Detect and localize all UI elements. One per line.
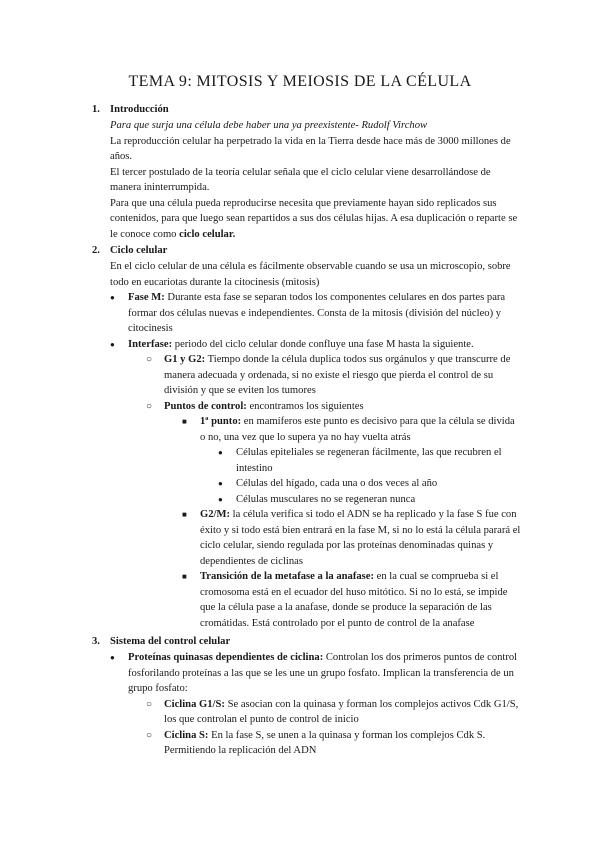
- paragraph-text: Para que una célula pueda reproducirse necesita que previamente hayan sido replicados sus contenidos, para que luego sean repartidos a sus dos células hijas. A esa duplicación o reparte se le conoce como: [110, 197, 518, 240]
- item-text: Tiempo donde la célula duplica todos sus orgánulos y que transcurre de manera adecuada y ordenada, si no existe el riesgo que pierda el control de su división y que se eviten los tumores: [164, 354, 511, 396]
- section-heading: [92, 102, 522, 118]
- item-text: encontramos los siguientes: [246, 400, 364, 412]
- item-text: Durante esta fase se separan todos los componentes celulares en dos partes para formar dos células nuevas e independientes. Consta de la mitosis (división del núcleo) y citocinesis: [128, 292, 506, 334]
- section-introduccion: [92, 102, 522, 240]
- disc-bullet-icon: ●: [218, 479, 223, 488]
- bold-term: G2/M:: [200, 509, 231, 520]
- section-body: [110, 259, 524, 290]
- list-item-primer-punto: [92, 414, 522, 445]
- item-text: Se asocian con la quinasa y forman los complejos activos Cdk G1/S, los que controlan el punto de control de inicio: [164, 698, 519, 725]
- section-ciclo-celular: [92, 243, 522, 629]
- list-control: [92, 650, 522, 759]
- square-bullet-icon: ■: [182, 510, 187, 519]
- circle-bullet-icon: ○: [146, 698, 153, 710]
- section-label: Introducción: [110, 104, 169, 115]
- item-text: Células del hígado, cada una o dos veces al año: [236, 478, 438, 489]
- item-text: Células musculares no se regeneran nunca: [236, 493, 416, 505]
- bold-term: Puntos de control:: [164, 400, 247, 412]
- item-text: la célula verifica si todo el ADN se ha replicado y la fase S fue con éxito y si todo está bien entrará en la fase M, si no lo está la célula parará el ciclo celular, siendo regulada por las proteínas denominadas quinas y dependientes de ciclinas: [200, 509, 521, 567]
- disc-bullet-icon: ●: [110, 293, 115, 302]
- disc-bullet-icon: ●: [110, 653, 115, 662]
- section-number: 3.: [92, 636, 100, 647]
- section-label: Sistema del control celular: [110, 636, 231, 647]
- item-text: Controlan los dos primeros puntos de control fosforilando proteínas a las que se les une un grupo fosfato. Implican la transferencia de un grupo fosfato:: [128, 652, 518, 694]
- circle-bullet-icon: ○: [146, 354, 153, 365]
- bold-term: Ciclina G1/S:: [164, 698, 225, 710]
- paragraph: El tercer postulado de la teoría celular señala que el ciclo celular viene desarrollándose de manera ininterrumpida.: [110, 166, 491, 193]
- list-item-proteinas-quinasas: [92, 650, 522, 697]
- section-number: 1.: [92, 104, 100, 115]
- circle-bullet-icon: ○: [146, 400, 153, 412]
- list-item-g2-m: [92, 507, 522, 569]
- paragraph: [110, 196, 524, 243]
- item-text: En la fase S, se unen a la quinasa y forman los complejos Cdk S. Permitiendo la replicación del ADN: [164, 729, 486, 756]
- item-text: en mamíferos este punto es decisivo para que la célula se divida o no, una vez que lo supera ya no hay vuelta atrás: [200, 416, 515, 443]
- list-item-celulas-higado: [92, 476, 522, 492]
- bold-term: Transición de la metafase a la anafase:: [200, 571, 374, 582]
- list-item-fase-m: [92, 290, 522, 337]
- disc-bullet-icon: ●: [218, 494, 223, 504]
- list-item-ciclina-s: [92, 728, 522, 759]
- square-bullet-icon: ■: [182, 572, 187, 581]
- item-text: periodo del ciclo celular donde confluye una fase M hasta la siguiente.: [172, 338, 474, 350]
- list-item-g1-g2: [92, 352, 522, 399]
- list-item-puntos-control: [92, 399, 522, 415]
- square-bullet-icon: ■: [182, 417, 187, 426]
- section-body: [110, 118, 524, 242]
- paragraph: La reproducción celular ha perpetrado la vida en la Tierra desde hace más de 3000 millones de años.: [110, 135, 511, 162]
- quote-virchow: Para que surja una célula debe haber una ya preexistente- Rudolf Virchow: [110, 120, 428, 131]
- bold-term: G1 y G2:: [164, 354, 206, 365]
- item-text: Células epiteliales se regeneran fácilmente, las que recubren el intestino: [236, 447, 502, 474]
- section-sistema-control: [92, 634, 522, 756]
- document-title: TEMA 9: MITOSIS Y MEIOSIS DE LA CÉLULA: [128, 73, 472, 90]
- circle-bullet-icon: ○: [146, 729, 153, 741]
- list-item-celulas-musculares: [92, 492, 522, 508]
- section-label: Ciclo celular: [110, 245, 168, 256]
- list-item-celulas-epiteliales: [92, 445, 522, 476]
- disc-bullet-icon: ●: [218, 448, 223, 457]
- bold-term: Proteínas quinasas dependientes de ciclina:: [128, 652, 324, 663]
- bold-term: Fase M:: [128, 292, 165, 303]
- section-number: 2.: [92, 245, 100, 256]
- list-item-ciclina-g1s: [92, 697, 522, 728]
- section-heading: [92, 243, 522, 259]
- disc-bullet-icon: ●: [110, 339, 115, 349]
- list-item-interfase: [92, 337, 522, 353]
- list-item-transicion: [92, 569, 522, 631]
- item-text: en la cual se comprueba si el cromosoma está en el ecuador del huso mitótico. Si no lo está, se impide que la célula pase a la anafase, donde se produce la separación de las cromátidas. Está controlado por el punto de control de la anafase: [200, 571, 508, 629]
- list-ciclo: [92, 290, 522, 631]
- bold-term: 1ª punto:: [200, 416, 242, 427]
- bold-term: Ciclina S:: [164, 729, 209, 741]
- section-heading: [92, 634, 522, 650]
- paragraph: En el ciclo celular de una célula es fácilmente observable cuando se usa un microscopio, sobre todo en eucariotas durante la citocinesis (mitosis): [110, 261, 511, 288]
- bold-term: ciclo celular.: [179, 228, 236, 240]
- bold-term: Interfase:: [128, 338, 173, 350]
